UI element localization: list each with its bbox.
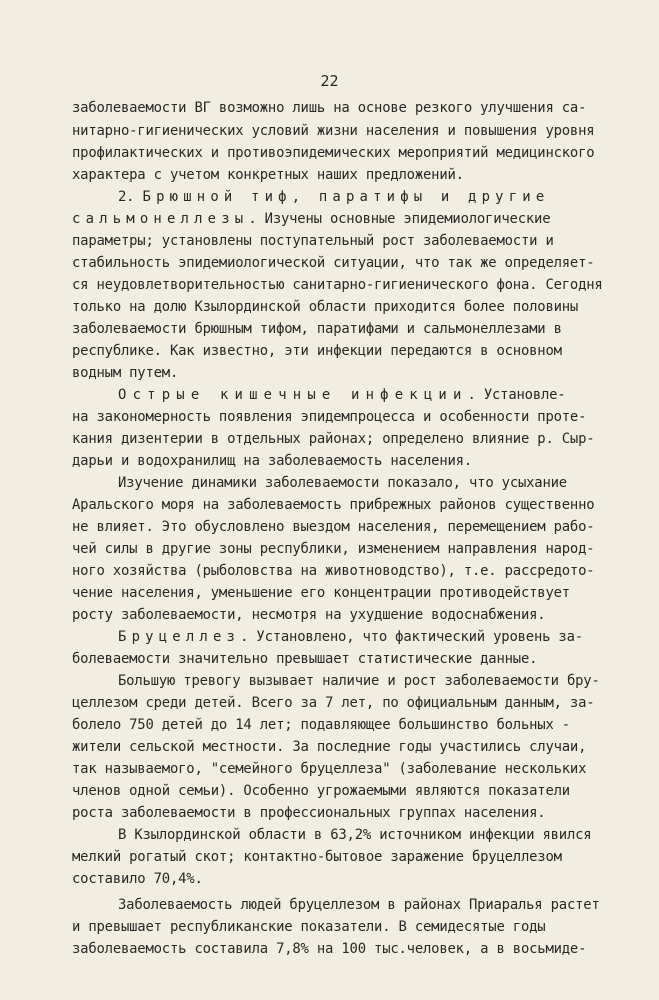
text-line: ся неудовлетворительностью санитарно-гигиенического фона. Сегодня	[72, 277, 603, 293]
text-line: параметры; установлены поступательный рост заболеваемости и	[72, 233, 554, 249]
text-line: Аральского моря на заболеваемость прибрежных районов существенно	[72, 497, 595, 513]
section-heading-line	[118, 389, 565, 403]
text-line: кания дизентерии в отдельных районах; определено влияние р. Сыр-	[72, 431, 595, 447]
text-line: чей силы в другие зоны республики, изменением направления народ-	[72, 541, 595, 557]
text-line: Заболеваемость людей бруцеллезом в районах Приаралья растет	[118, 897, 600, 913]
text-line: только на долю Кзылординской области приходится более половины	[72, 299, 579, 315]
text-line: характера с учетом конкретных наших предложений.	[72, 167, 464, 183]
section-heading: Бруцеллез	[118, 629, 241, 645]
text-line: Большую тревогу вызывает наличие и рост заболеваемости бру-	[118, 673, 600, 689]
text-line: профилактических и противоэпидемических мероприятий медицинского	[72, 145, 595, 161]
text-line: жители сельской местности. За последние годы участились случаи,	[72, 739, 587, 755]
text-line: мелкий рогатый скот; контактно-бытовое заражение бруцеллезом	[72, 849, 562, 865]
section-heading: Острые кишечные инфекции	[118, 387, 468, 403]
section-heading: Брюшной тиф, паратифы и другие	[142, 189, 550, 205]
text-line: Изучение динамики заболеваемости показало, что усыхание	[118, 475, 567, 491]
text-line: и превышает республиканские показатели. В семидесятые годы	[72, 919, 546, 935]
text-line: дарьи и водохранилищ на заболеваемость населения.	[72, 453, 472, 469]
text-line: чение населения, уменьшение его концентрации противодействует	[72, 585, 570, 601]
section-heading: сальмонеллезы	[72, 211, 249, 227]
text-line: заболеваемости брюшным тифом, паратифами и сальмонеллезами в	[72, 321, 562, 337]
text-line: заболеваемости ВГ возможно лишь на основе резкого улучшения са-	[72, 100, 587, 116]
text-line: . Установле-	[467, 387, 566, 403]
text-line: составило 70,4%.	[72, 871, 203, 887]
section-heading-line	[118, 191, 549, 205]
text-line: не влияет. Это обусловлено выездом населения, перемещением рабо-	[72, 519, 595, 535]
text-line: так называемого, "семейного бруцеллеза" (заболевание нескольких	[72, 761, 587, 777]
text-line: республике. Как известно, эти инфекции передаются в основном	[72, 343, 562, 359]
text-line: на закономерность появления эпидемпроцесса и особенности проте-	[72, 409, 587, 425]
text-line: . Установлено, что фактический уровень за-	[240, 629, 583, 645]
text-line: В Кзылординской области в 63,2% источником инфекции явился	[118, 827, 592, 843]
text-line: членов одной семьи). Особенно угрожаемыми являются показатели	[72, 783, 570, 799]
text-line: роста заболеваемости в профессиональных группах населения.	[72, 805, 546, 821]
section-heading-line	[118, 631, 583, 645]
text-line: целлезом среди детей. Всего за 7 лет, по официальным данным, за-	[72, 695, 595, 711]
text-line: . Изучены основные эпидемиологические	[248, 211, 551, 227]
page-number: 22	[320, 72, 339, 90]
text-line: стабильность эпидемиологической ситуации, что так же определяет-	[72, 255, 595, 271]
text-line: болеваемости значительно превышает статистические данные.	[72, 651, 538, 667]
text-line: заболеваемость составила 7,8% на 100 тыс.человек, а в восьмиде-	[72, 941, 587, 957]
text-line: ного хозяйства (рыболовства на животноводство), т.е. рассредото-	[72, 563, 595, 579]
text-line: водным путем.	[72, 365, 179, 381]
section-heading-line	[72, 213, 550, 227]
text-line: нитарно-гигиенических условий жизни населения и повышения уровня	[72, 123, 595, 139]
section-number: 2.	[118, 189, 143, 205]
text-line: росту заболеваемости, несмотря на ухудшение водоснабжения.	[72, 607, 546, 623]
text-line: болело 750 детей до 14 лет; подавляющее большинство больных -	[72, 717, 570, 733]
